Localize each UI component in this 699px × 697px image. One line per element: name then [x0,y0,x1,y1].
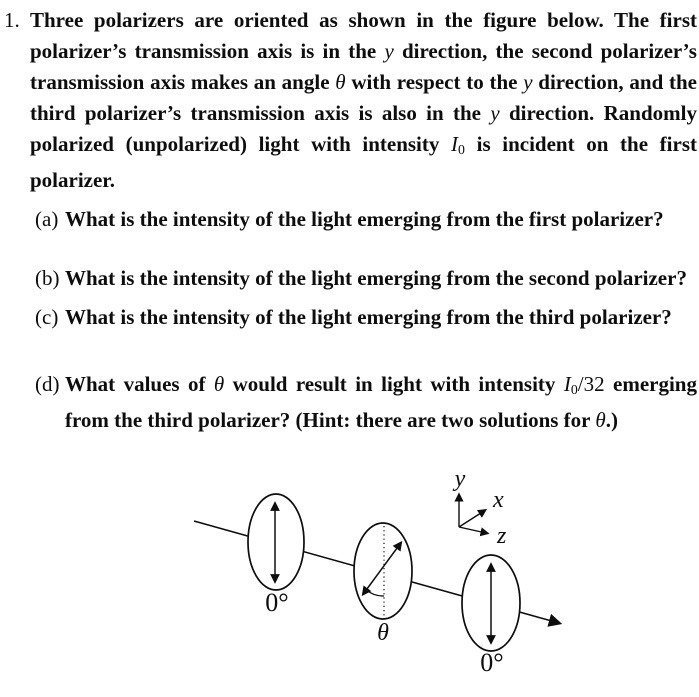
polarizer-3-label: 0° [480,648,504,677]
polarizers-figure [4,459,699,676]
y-axis-label: y [454,466,466,493]
part-a-question: What is the intensity of the light emerging from the first polarizer? [65,207,664,232]
part-d [35,369,697,436]
problem-body [30,5,697,436]
part-d-label: (d) [35,372,60,397]
part-b [35,263,697,294]
z-axis-arrow [459,527,486,533]
part-b-question: What is the intensity of the light emerging from the second polarizer? [65,266,687,291]
problem-statement: Three polarizers are oriented as shown in the figure below. The first polarizer’s transmission axis is in the y direction, the second polarizer’s transmission axis makes an angle θ with respect to the y direction, and the third polarizer’s transmission axis is also in the y direction. Randomly polarized (unpolarized) light with intensity $I_0$ is incident on the first polarizer. [30,8,697,193]
coordinate-axes [453,466,507,549]
polarizer-2-ellipse [354,523,412,619]
x-axis-arrow [459,511,484,527]
problem-parts [30,204,697,436]
part-a [35,204,697,235]
polarizer-1-ellipse [248,494,304,590]
z-axis-label: z [497,523,507,550]
x-axis-label: x [493,487,504,514]
problem-number: 1. [4,8,20,32]
part-d-question: What values of θ would result in light with intensity $I_0/32$ emerging from the third polarizer? (Hint: there are two solutions for θ.) [65,372,697,433]
polarizer-1-label: 0° [265,588,289,618]
part-c-label: (c) [35,305,59,330]
part-c-question: What is the intensity of the light emerging from the third polarizer? [65,305,672,330]
part-a-label: (a) [35,207,59,232]
problem-1 [4,5,697,436]
part-c [35,302,697,333]
part-b-label: (b) [35,266,60,291]
polarizer-2-label: θ [377,620,389,647]
